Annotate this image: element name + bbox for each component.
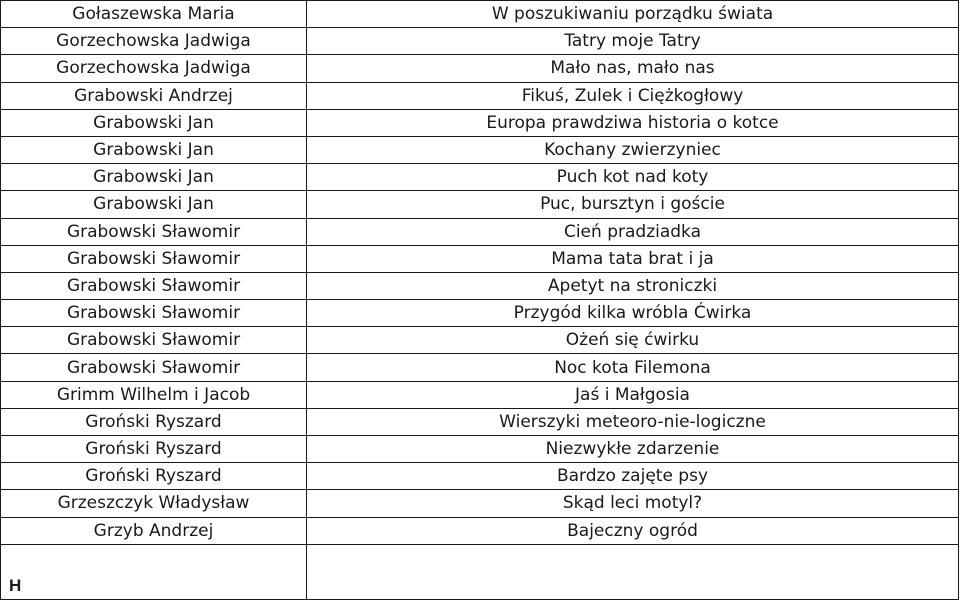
table-row	[1, 82, 959, 109]
title-cell: Noc kota Filemona	[307, 354, 959, 381]
title-cell: Mama tata brat i ja	[307, 245, 959, 272]
author-cell: Grabowski Sławomir	[1, 245, 307, 272]
table-row	[1, 463, 959, 490]
section-row	[1, 544, 959, 599]
table-row	[1, 408, 959, 435]
table-row	[1, 490, 959, 517]
table-row	[1, 517, 959, 544]
author-cell: Grabowski Sławomir	[1, 300, 307, 327]
table-row	[1, 28, 959, 55]
title-cell: Fikuś, Zulek i Ciężkogłowy	[307, 82, 959, 109]
section-empty-cell	[307, 544, 959, 599]
table-row	[1, 381, 959, 408]
table-row	[1, 191, 959, 218]
table-row	[1, 218, 959, 245]
author-cell: Grzyb Andrzej	[1, 517, 307, 544]
table-row	[1, 245, 959, 272]
title-cell: Wierszyki meteoro-nie-logiczne	[307, 408, 959, 435]
title-cell: Bajeczny ogród	[307, 517, 959, 544]
title-cell: Puch kot nad koty	[307, 164, 959, 191]
table-row	[1, 109, 959, 136]
table-row	[1, 300, 959, 327]
author-cell: Grabowski Sławomir	[1, 354, 307, 381]
title-cell: Kochany zwierzyniec	[307, 136, 959, 163]
title-cell: W poszukiwaniu porządku świata	[307, 1, 959, 28]
author-cell: Grabowski Jan	[1, 136, 307, 163]
title-cell: Przygód kilka wróbla Ćwirka	[307, 300, 959, 327]
author-cell: Groński Ryszard	[1, 463, 307, 490]
title-cell: Niezwykłe zdarzenie	[307, 436, 959, 463]
title-cell: Puc, bursztyn i goście	[307, 191, 959, 218]
author-cell: Gorzechowska Jadwiga	[1, 55, 307, 82]
table-row	[1, 354, 959, 381]
author-cell: Grabowski Sławomir	[1, 218, 307, 245]
title-cell: Bardzo zajęte psy	[307, 463, 959, 490]
author-cell: Gorzechowska Jadwiga	[1, 28, 307, 55]
title-cell: Mało nas, mało nas	[307, 55, 959, 82]
table-row	[1, 272, 959, 299]
author-cell: Grimm Wilhelm i Jacob	[1, 381, 307, 408]
author-cell: Grzeszczyk Władysław	[1, 490, 307, 517]
table-row	[1, 164, 959, 191]
table-row	[1, 1, 959, 28]
title-cell: Cień pradziadka	[307, 218, 959, 245]
author-cell: Grabowski Sławomir	[1, 272, 307, 299]
author-cell: Grabowski Jan	[1, 109, 307, 136]
table-row	[1, 436, 959, 463]
title-cell: Jaś i Małgosia	[307, 381, 959, 408]
title-cell: Apetyt na stroniczki	[307, 272, 959, 299]
author-cell: Grabowski Andrzej	[1, 82, 307, 109]
section-letter: H	[1, 544, 307, 599]
title-cell: Ożeń się ćwirku	[307, 327, 959, 354]
author-cell: Grabowski Jan	[1, 164, 307, 191]
title-cell: Tatry moje Tatry	[307, 28, 959, 55]
title-cell: Skąd leci motyl?	[307, 490, 959, 517]
title-cell: Europa prawdziwa historia o kotce	[307, 109, 959, 136]
table-row	[1, 327, 959, 354]
author-cell: Groński Ryszard	[1, 436, 307, 463]
table-row	[1, 136, 959, 163]
author-cell: Grabowski Sławomir	[1, 327, 307, 354]
author-cell: Gołaszewska Maria	[1, 1, 307, 28]
author-cell: Grabowski Jan	[1, 191, 307, 218]
table-row	[1, 55, 959, 82]
author-cell: Groński Ryszard	[1, 408, 307, 435]
